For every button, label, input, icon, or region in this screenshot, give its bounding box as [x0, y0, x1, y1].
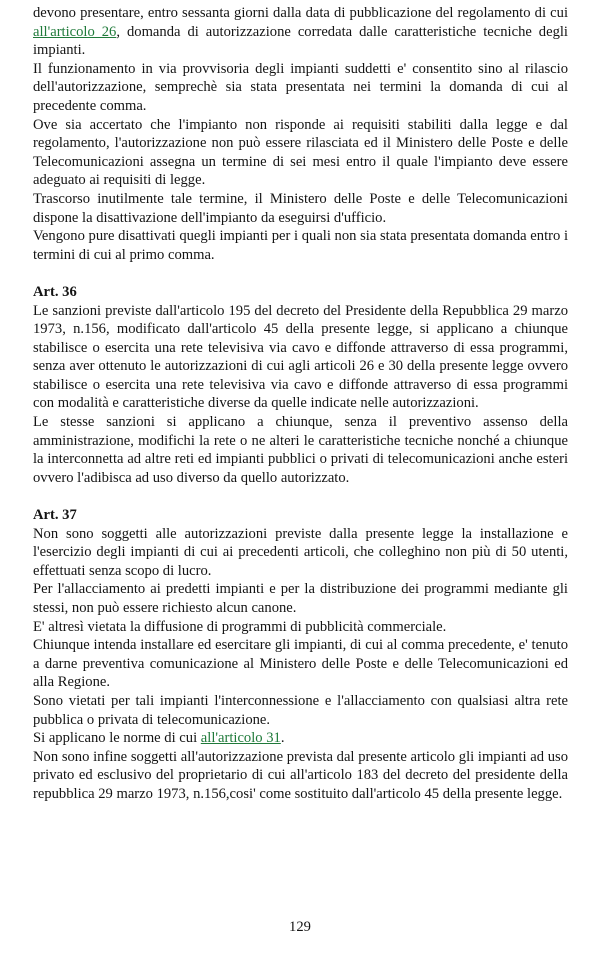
art37-paragraph-1: Non sono soggetti alle autorizzazioni previste dalla presente legge la installazione e l'esercizio degli impianti di cui ai precedenti articoli, che colleghino non più di 50 utenti, effettuati senza scopo di lucro. — [33, 525, 568, 579]
art37-paragraph-2: Per l'allacciamento ai predetti impianti e per la distribuzione dei programmi mediante gli stessi, non può essere richiesto alcun canone. — [33, 581, 568, 616]
page-number: 129 — [289, 919, 311, 935]
link-articolo-26[interactable]: all'articolo 26 — [33, 23, 117, 40]
art37-paragraph-7: Non sono infine soggetti all'autorizzazione prevista dal presente articolo gli impianti ad uso privato ed esclusivo del proprietario di cui all'articolo 183 del decreto del presidente della repubblica 29 marzo 1973, n.156,cosi' come sostituito dall'articolo 45 della presente legge. — [33, 748, 568, 802]
art36-paragraph-1: Le sanzioni previste dall'articolo 195 del decreto del Presidente della Repubblica 29 marzo 1973, n.156, modificato dall'articolo 45 della presente legge, si applicano a chiunque stabilisce o esercita una rete televisiva via cavo e diffonde attraverso di essa programmi, senza aver ottenuto le autorizzazioni di cui agli articoli 26 e 30 della presente legge ovvero stabilisce o esercita una rete televisiva via cavo e diffonde attraverso di essa programmi con modalità e caratteristiche diverse da quelle indicate nelle autorizzazioni. — [33, 302, 568, 412]
intro-paragraph-5: Vengono pure disattivati quegli impianti per i quali non sia stata presentata domanda entro i termini di cui al primo comma. — [33, 228, 568, 263]
section-spacer — [33, 487, 568, 506]
art36-paragraph-2: Le stesse sanzioni si applicano a chiunque, senza il preventivo assenso della amministrazione, modifichi la rete o ne alteri le caratteristiche tecniche nonché a chiunque la interconnetta ad altre reti ed impianti pubblici o privati di telecomunicazioni anche esteri ovvero l'adibisca ad uso diverso da quello autorizzato. — [33, 414, 568, 486]
intro-paragraph-4: Trascorso inutilmente tale termine, il Ministero delle Poste e delle Telecomunicazioni dispone la disattivazione dell'impianto da eseguirsi d'ufficio. — [33, 190, 568, 226]
art37-paragraph-6: Si applicano le norme di cui all'articolo 31. — [33, 730, 285, 747]
intro-paragraph-2: Il funzionamento in via provvisoria degli impianti suddetti e' consentito sino al rilascio dell'autorizzazione, semprechè sia stata presentata nei termini la domanda di cui al precedente comma. — [33, 60, 568, 114]
art37-paragraph-4: Chiunque intenda installare ed esercitare gli impianti, di cui al comma precedente, e' tenuto a darne preventiva comunicazione al Ministero delle Poste e delle Telecomunicazioni ed alla Regione. — [33, 637, 568, 691]
art37-paragraph-5: Sono vietati per tali impianti l'interconnessione e l'allacciamento con qualsiasi altra rete pubblica o privata di telecomunicazione. — [33, 692, 568, 728]
link-articolo-31[interactable]: all'articolo 31 — [200, 730, 281, 747]
art36-heading: Art. 36 — [33, 283, 77, 300]
section-spacer — [33, 264, 568, 283]
art37-paragraph-3: E' altresì vietata la diffusione di programmi di pubblicità commerciale. — [33, 618, 447, 635]
art37-heading: Art. 37 — [33, 507, 77, 524]
intro-paragraph-3: Ove sia accertato che l'impianto non risponde ai requisiti stabiliti dalla legge e dal regolamento, l'autorizzazione non può essere rilasciata ed il Ministero delle Poste e delle Telecomunicazioni assegna un termine di sei mesi entro il quale l'impianto deve essere adeguato ai requisiti di legge. — [33, 116, 568, 189]
intro-paragraph-1: devono presentare, entro sessanta giorni dalla data di pubblicazione del regolamento di cui all'articolo 26, domanda di autorizzazione corredata dalle caratteristiche tecniche degli impianti. — [33, 5, 568, 59]
page-content — [33, 4, 568, 804]
